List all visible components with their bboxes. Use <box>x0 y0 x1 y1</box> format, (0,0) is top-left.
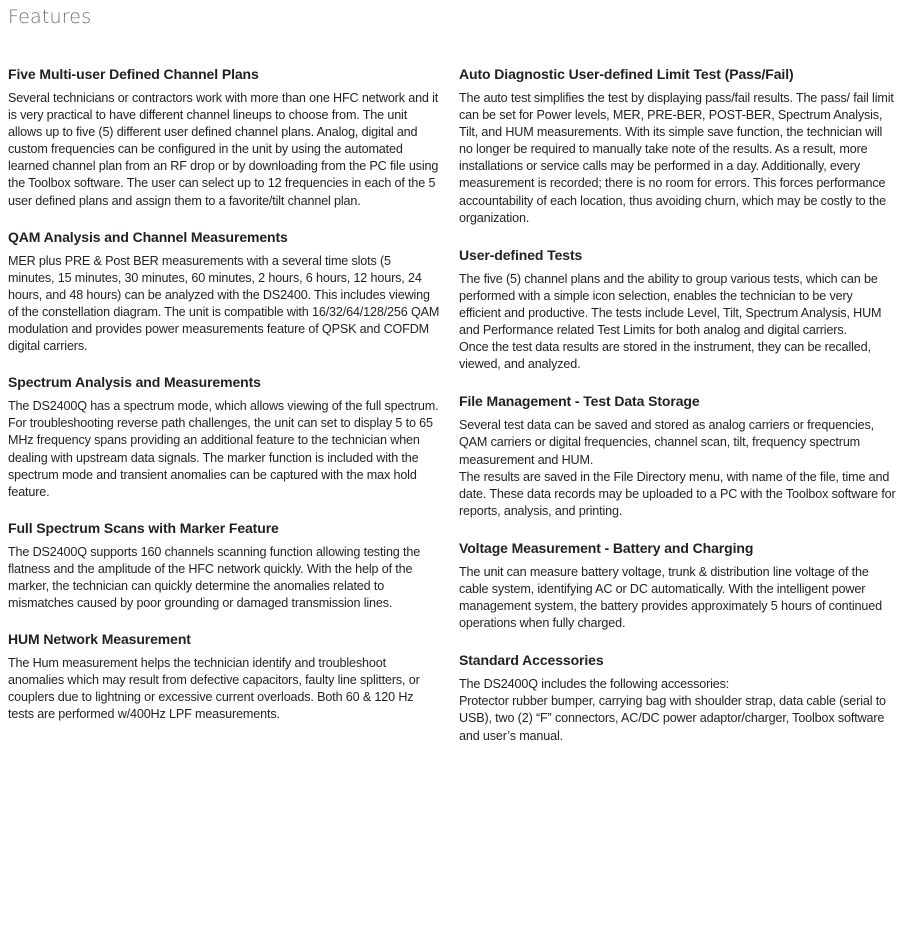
section-file-management <box>459 391 897 520</box>
section-heading: HUM Network Measurement <box>8 631 191 648</box>
section-paragraph: Protector rubber bumper, carrying bag with shoulder strap, data cable (serial to USB), two (2) “F” connectors, AC/DC power adaptor/charger, Toolbox software and user’s manual. <box>459 694 886 743</box>
section-user-defined-tests <box>459 245 897 374</box>
section-paragraph: Once the test data results are stored in the instrument, they can be recalled, viewed, and analyzed. <box>459 340 871 372</box>
section-paragraph: The unit can measure battery voltage, trunk & distribution line voltage of the cable system, identifying AC or DC automatically. With the intelligent power management system, the battery provides approximately 5 hours of continued operations when fully charged. <box>459 564 882 631</box>
section-voltage-measurement <box>459 538 897 632</box>
section-paragraph: The DS2400Q has a spectrum mode, which allows viewing of the full spectrum. For troubleshooting reverse path challenges, the unit can set to display 5 to 65 MHz frequency spans providing an additional feature to the technician when dealing with upstream data signals. The marker function is included with the spectrum mode and transient anomalies can be captured with the max hold feature. <box>8 399 439 499</box>
section-paragraph: The five (5) channel plans and the ability to group various tests, which can be performed with a simple icon selection, enables the technician to be very efficient and productive. The tests include Level, Tilt, Spectrum Analysis, HUM and Performance related Test Limits for both analog and digital carriers. <box>459 271 882 338</box>
section-paragraph: The DS2400Q includes the following accessories: <box>459 677 730 692</box>
section-paragraph: The auto test simplifies the test by displaying pass/fail results. The pass/ fail limit can be set for Power levels, MER, PRE-BER, POST-BER, Spectrum Analysis, Tilt, and HUM measurements. With its simple save function, the technician will no longer be required to manually take note of the results. As a result, more installations or service calls may be performed in a day. Additionally, every measurement is recorded; there is no room for errors. This forces performance accountability of each location, thus avoiding churn, which may be costly to the organization. <box>459 91 894 225</box>
section-paragraph: MER plus PRE & Post BER measurements with a several time slots (5 minutes, 15 minutes, 30 minutes, 60 minutes, 2 hours, 6 hours, 12 hours, 24 hours, and 48 hours) can be analyzed with the DS2400. This includes viewing of the constellation diagram. The unit is compatible with 16/32/64/128/256 QAM modulation and provides power measurements feature of QPSK and COFDM digital carriers. <box>8 253 440 354</box>
section-paragraph: The Hum measurement helps the technician identify and troubleshoot anomalies which may result from defective capacitors, faulty line splitters, or couplers due to lightning or excessive current overloads. Both 60 & 120 Hz tests are performed w/400Hz LPF measurements. <box>8 656 420 722</box>
section-full-spectrum-scans <box>8 518 440 612</box>
section-qam-analysis <box>8 227 440 356</box>
section-paragraph: The results are saved in the File Directory menu, with name of the file, time and date. These data records may be uploaded to a PC with the Toolbox software for reports, analysis, and printing. <box>459 469 896 518</box>
right-column <box>459 64 897 763</box>
section-heading: Five Multi-user Defined Channel Plans <box>8 66 259 82</box>
section-heading: User-defined Tests <box>459 246 583 263</box>
section-paragraph: Several technicians or contractors work with more than one HFC network and it is very practical to have different channel lineups to choose from. The unit allows up to five (5) different user defined channel plans. Analog, digital and custom frequencies can be configured in the unit by using the automated learned channel plan from an RF drop or by downloading from the PC file using the Toolbox software. The user can select up to 12 frequencies in each of the 5 user defined plans and assign them to a favorite/tilt channel plan. <box>8 91 439 208</box>
section-auto-diagnostic <box>459 64 897 227</box>
section-hum-measurement <box>8 629 440 723</box>
page-title: Features <box>8 6 92 28</box>
section-heading: File Management - Test Data Storage <box>459 393 700 410</box>
section-heading: Auto Diagnostic User-defined Limit Test (Pass/Fail) <box>459 66 794 82</box>
section-spectrum-analysis <box>8 372 440 501</box>
section-heading: Full Spectrum Scans with Marker Feature <box>8 519 279 536</box>
section-heading: QAM Analysis and Channel Measurements <box>8 228 288 245</box>
section-paragraph: The DS2400Q supports 160 channels scanning function allowing testing the flatness and the amplitude of the HFC network quickly. With the help of the marker, the technician can quickly determine the anomalies related to mismatches caused by poor grounding or damaged transmission lines. <box>8 544 421 611</box>
section-heading: Standard Accessories <box>459 652 604 669</box>
section-heading: Spectrum Analysis and Measurements <box>8 374 261 391</box>
left-column <box>8 64 440 741</box>
section-standard-accessories <box>459 650 897 744</box>
section-paragraph: Several test data can be saved and stored as analog carriers or frequencies, QAM carriers or digital frequencies, channel scan, tilt, frequency spectrum measurement and HUM. <box>459 418 874 467</box>
section-heading: Voltage Measurement - Battery and Charging <box>459 539 754 556</box>
section-channel-plans <box>8 64 440 210</box>
